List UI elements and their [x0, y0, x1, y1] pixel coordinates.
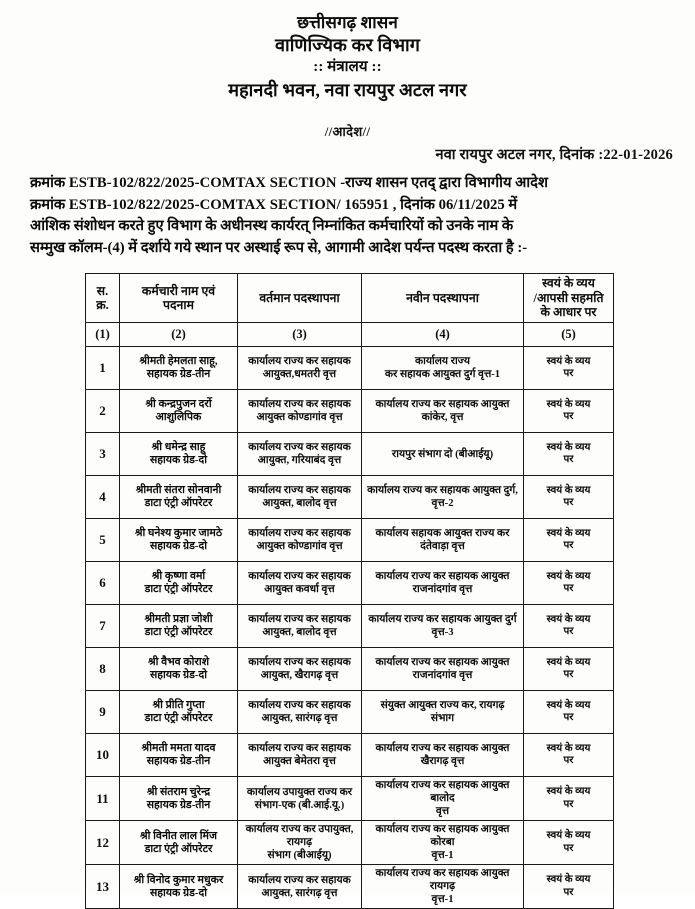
cell-new-posting: कार्यालय सहायक आयुक्त राज्य कर दंतेवाड़ा वृत्त: [362, 519, 524, 562]
masthead-line-address: महानदी भवन, नवा रायपुर अटल नगर: [228, 80, 467, 100]
cell-employee-name: श्री विनोद कुमार मधुकर सहायक ग्रेड-दो: [120, 865, 238, 909]
table-row: [86, 347, 614, 390]
cell-new-posting: कार्यालय राज्य कर सहायक आयुक्त दुर्ग वृत्त-3: [362, 605, 524, 648]
table-row: [86, 777, 614, 821]
cell-expense-basis: स्वयं के व्यय पर: [524, 821, 614, 865]
col-number-4: (4): [362, 323, 524, 347]
table-row: [86, 519, 614, 562]
cell-current-posting: कार्यालय राज्य कर सहायक आयुक्त,धमतरी वृत्त: [238, 347, 362, 390]
cell-employee-name: श्री धमेन्द्र साहू सहायक ग्रेड-दो: [120, 433, 238, 476]
col-header-serial: स. क्र.: [86, 274, 120, 323]
cell-employee-name: श्रीमती ममता यादव सहायक ग्रेड-तीन: [120, 734, 238, 777]
order-para-line-3: आंशिक संशोधन करते हुए विभाग के अधीनस्थ कार्यरत् निम्नांकित कर्मचारियों को उनके नाम के: [30, 218, 514, 234]
cell-new-posting: कार्यालय राज्य कर सहायक आयुक्त कोरबा वृत्त-1: [362, 821, 524, 865]
order-reference-number-2: ESTB-102/822/2025-COMTAX SECTION/: [68, 196, 341, 213]
cell-employee-name: श्री घनेश्य कुमार जामठे सहायक ग्रेड-दो: [120, 519, 238, 562]
table-head: [86, 274, 614, 347]
cell-new-posting: कार्यालय राज्य कर सहायक आयुक्त दुर्ग, वृत्त-2: [362, 476, 524, 519]
table-column-number-row: [86, 323, 614, 347]
cell-new-posting: संयुक्त आयुक्त राज्य कर, रायगढ़ संभाग: [362, 691, 524, 734]
order-reference-serial: 165951: [344, 196, 390, 213]
cell-expense-basis: स्वयं के व्यय पर: [524, 433, 614, 476]
cell-new-posting: रायपुर संभाग दो (बीआईयू): [362, 433, 524, 476]
cell-serial: 9: [86, 691, 120, 734]
cell-employee-name: श्री प्रीति गुप्ता डाटा एंट्री ऑपरेटर: [120, 691, 238, 734]
cell-expense-basis: स्वयं के व्यय पर: [524, 734, 614, 777]
cell-new-posting: कार्यालय राज्य कर सहायक आयुक्त बालोद वृत्त: [362, 777, 524, 821]
cell-employee-name: श्री वैभव कोराशे सहायक ग्रेड-दो: [120, 648, 238, 691]
table-row: [86, 648, 614, 691]
cell-current-posting: कार्यालय राज्य कर सहायक आयुक्त, बालोद वृत्त: [238, 476, 362, 519]
cell-serial: 5: [86, 519, 120, 562]
cell-expense-basis: स्वयं के व्यय पर: [524, 562, 614, 605]
col-number-2: (2): [120, 323, 238, 347]
col-header-employee-name: कर्मचारी नाम एवं पदनाम: [120, 274, 238, 323]
cell-current-posting: कार्यालय राज्य कर सहायक आयुक्त, गरियाबंद वृत्त: [238, 433, 362, 476]
transfer-table: [85, 273, 614, 909]
table-row: [86, 821, 614, 865]
cell-serial: 13: [86, 865, 120, 909]
order-body-paragraph: [30, 173, 667, 259]
cell-current-posting: कार्यालय राज्य कर सहायक आयुक्त कोण्डागांव वृत्त: [238, 519, 362, 562]
cell-serial: 2: [86, 390, 120, 433]
cell-expense-basis: स्वयं के व्यय पर: [524, 865, 614, 909]
col-number-1: (1): [86, 323, 120, 347]
col-header-current-posting: वर्तमान पदस्थापना: [238, 274, 362, 323]
order-reference-number-1: ESTB-102/822/2025-COMTAX SECTION: [68, 175, 337, 191]
masthead-line-ministry: :: मंत्रालय ::: [313, 59, 382, 75]
cell-serial: 11: [86, 777, 120, 821]
table-row: [86, 691, 614, 734]
table-row: [86, 390, 614, 433]
cell-employee-name: श्री कन्द्रपुजन दर्रो आशुलिपिक: [120, 390, 238, 433]
cell-new-posting: कार्यालय राज्य कर सहायक आयुक्त दुर्ग वृत्त-1: [362, 347, 524, 390]
cell-expense-basis: स्वयं के व्यय पर: [524, 347, 614, 390]
cell-new-posting: कार्यालय राज्य कर सहायक आयुक्त राजनांदगांव वृत्त: [362, 648, 524, 691]
cell-serial: 12: [86, 821, 120, 865]
cell-current-posting: कार्यालय उपायुक्त राज्य कर संभाग-एक (बी.आई.यू.): [238, 777, 362, 821]
order-para-suffix-2: , दिनांक 06/11/2025 में: [392, 196, 518, 213]
masthead: [0, 0, 695, 102]
table-row: [86, 433, 614, 476]
table-row: [86, 562, 614, 605]
col-header-new-posting: नवीन पदस्थापना: [362, 274, 524, 323]
cell-new-posting: कार्यालय राज्य कर सहायक आयुक्त राजनांदगांव वृत्त: [362, 562, 524, 605]
cell-employee-name: श्रीमती प्रज्ञा जोशी डाटा एंट्री ऑपरेटर: [120, 605, 238, 648]
cell-current-posting: कार्यालय राज्य कर सहायक आयुक्त बेमेतरा वृत्त: [238, 734, 362, 777]
cell-expense-basis: स्वयं के व्यय पर: [524, 605, 614, 648]
cell-new-posting: कार्यालय राज्य कर सहायक आयुक्त खैरागढ़ वृत्त: [362, 734, 524, 777]
cell-employee-name: श्री विनीत लाल मिंज डाटा एंट्री ऑपरेटर: [120, 821, 238, 865]
cell-current-posting: कार्यालय राज्य कर सहायक आयुक्त, सारंगढ़ वृत्त: [238, 865, 362, 909]
cell-employee-name: श्रीमती हेमलता साहू, सहायक ग्रेड-तीन: [120, 347, 238, 390]
cell-serial: 10: [86, 734, 120, 777]
order-para-suffix-1: -राज्य शासन एतद् द्वारा विभागीय आदेश: [340, 175, 548, 191]
order-para-prefix-1: क्रमांक: [30, 175, 66, 191]
cell-employee-name: श्री कृष्णा वर्मा डाटा एंट्री ऑपरेटर: [120, 562, 238, 605]
cell-serial: 8: [86, 648, 120, 691]
cell-serial: 7: [86, 605, 120, 648]
col-header-expense-basis: स्वयं के व्यय /आपसी सहमति के आधार पर: [524, 274, 614, 323]
cell-expense-basis: स्वयं के व्यय पर: [524, 390, 614, 433]
cell-expense-basis: स्वयं के व्यय पर: [524, 519, 614, 562]
table-row: [86, 734, 614, 777]
table-row: [86, 605, 614, 648]
cell-current-posting: कार्यालय राज्य कर सहायक आयुक्त, सारंगढ़ वृत्त: [238, 691, 362, 734]
cell-new-posting: कार्यालय राज्य कर सहायक आयुक्त रायगढ़ वृत्त-1: [362, 865, 524, 909]
order-heading: //आदेश//: [324, 124, 371, 139]
cell-serial: 6: [86, 562, 120, 605]
cell-current-posting: कार्यालय राज्य कर सहायक आयुक्त कोण्डागांव वृत्त: [238, 390, 362, 433]
masthead-line-department: वाणिज्यिक कर विभाग: [275, 35, 420, 55]
cell-employee-name: श्री संतराम चुरेन्द्र सहायक ग्रेड-तीन: [120, 777, 238, 821]
cell-current-posting: कार्यालय राज्य कर उपायुक्त, रायगढ़ संभाग (बीआईयू): [238, 821, 362, 865]
cell-serial: 1: [86, 347, 120, 390]
cell-current-posting: कार्यालय राज्य कर सहायक आयुक्त, खैरागढ़ वृत्त: [238, 648, 362, 691]
order-para-line-4: सम्मुख कॉलम-(4) में दर्शाये गये स्थान पर अस्थाई रूप से, आगामी आदेश पर्यन्त पदस्थ करता है :-: [30, 239, 528, 256]
cell-current-posting: कार्यालय राज्य कर सहायक आयुक्त कवर्धा वृत्त: [238, 562, 362, 605]
cell-current-posting: कार्यालय राज्य कर सहायक आयुक्त, बालोद वृत्त: [238, 605, 362, 648]
cell-employee-name: श्रीमती संतरा सोनवानी डाटा एंट्री ऑपरेटर: [120, 476, 238, 519]
table-row: [86, 476, 614, 519]
cell-new-posting: कार्यालय राज्य कर सहायक आयुक्त कांकेर, वृत्त: [362, 390, 524, 433]
col-number-3: (3): [238, 323, 362, 347]
order-place-date: नवा रायपुर अटल नगर, दिनांक :22-01-2026: [435, 147, 673, 163]
cell-expense-basis: स्वयं के व्यय पर: [524, 476, 614, 519]
cell-expense-basis: स्वयं के व्यय पर: [524, 691, 614, 734]
transfer-table-wrapper: [85, 273, 663, 909]
cell-expense-basis: स्वयं के व्यय पर: [524, 648, 614, 691]
cell-serial: 3: [86, 433, 120, 476]
table-row: [86, 865, 614, 909]
masthead-line-state: छत्तीसगढ़ शासन: [297, 13, 398, 32]
table-body: [86, 347, 614, 909]
cell-serial: 4: [86, 476, 120, 519]
table-header-row: [86, 274, 614, 323]
col-number-5: (5): [524, 323, 614, 347]
cell-expense-basis: स्वयं के व्यय पर: [524, 777, 614, 821]
order-para-prefix-2: क्रमांक: [30, 196, 66, 213]
